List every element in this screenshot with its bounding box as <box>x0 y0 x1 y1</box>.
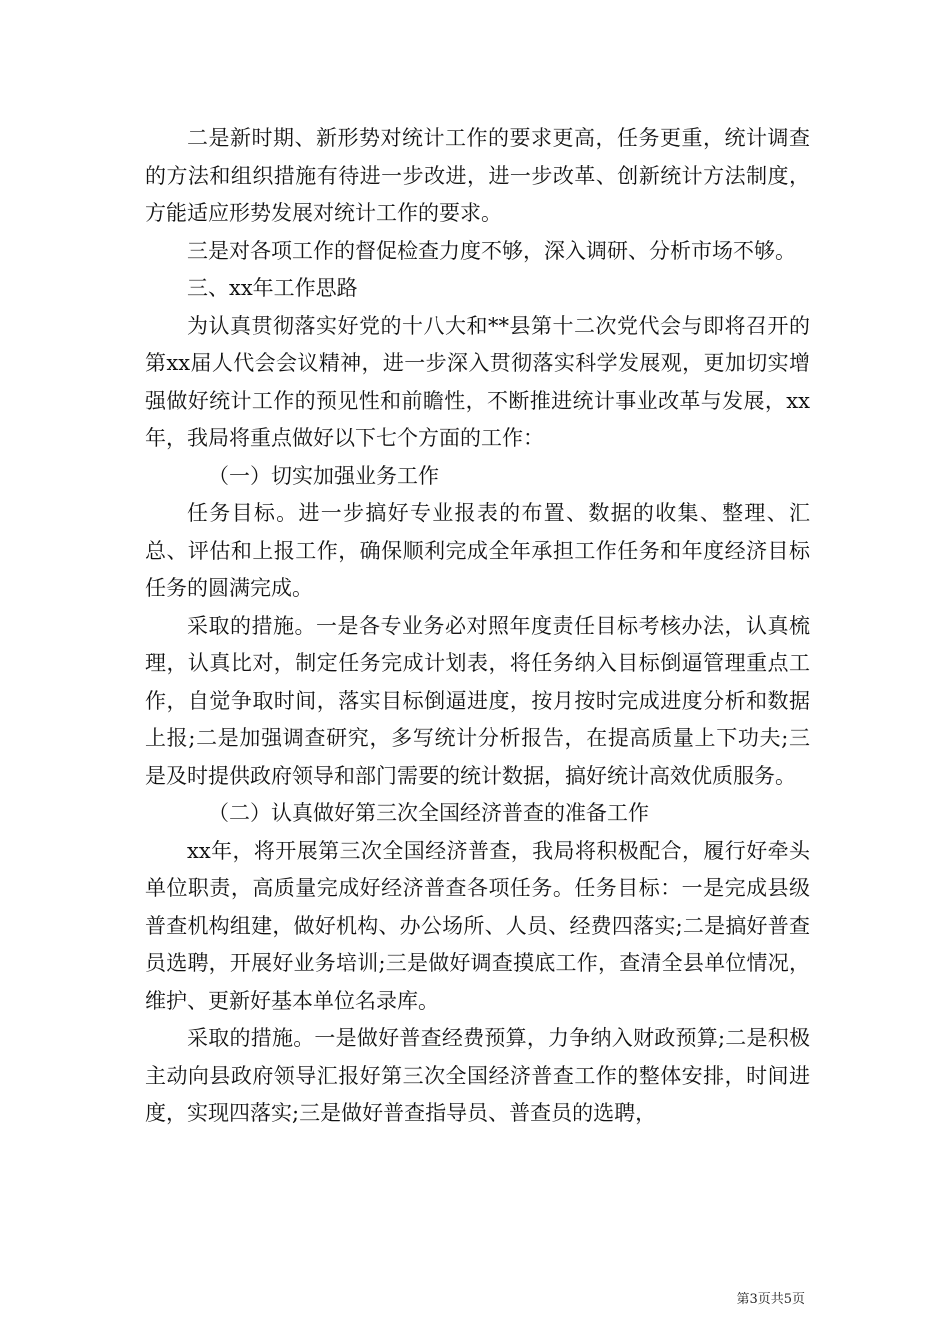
paragraph-census-goals: xx年，将开展第三次全国经济普查，我局将积极配合，履行好牵头单位职责，高质量完成好经济普查各项任务。任务目标：一是完成县级普查机构组建，做好机构、办公场所、人员、经费四落实;二是搞好普查员选聘，开展好业务培训;三是做好调查摸底工作，查清全县单位情况，维护、更新好基本单位名录库。 <box>145 838 810 1013</box>
paragraph-problem-two: 二是新时期、新形势对统计工作的要求更高，任务更重，统计调查的方法和组织措施有待进一步改进，进一步改革、创新统计方法制度，方能适应形势发展对统计工作的要求。 <box>145 126 810 225</box>
subheading-business-work: （一）切实加强业务工作 <box>208 463 439 488</box>
paragraph-work-plan-intro: 为认真贯彻落实好党的十八大和**县第十二次党代会与即将召开的第xx届人代会会议精神，进一步深入贯彻落实科学发展观，更加切实增强做好统计工作的预见性和前瞻性，不断推进统计事业改革与发展，xx年，我局将重点做好以下七个方面的工作： <box>145 313 810 450</box>
document-body <box>145 120 810 1133</box>
paragraph-problem-three: 三是对各项工作的督促检查力度不够，深入调研、分析市场不够。 <box>187 238 796 263</box>
paragraph-measures-one: 采取的措施。一是各专业务必对照年度责任目标考核办法，认真梳理，认真比对，制定任务完成计划表，将任务纳入目标倒逼管理重点工作，自觉争取时间，落实目标倒逼进度，按月按时完成进度分析和数据上报;二是加强调查研究，多写统计分析报告，在提高质量上下功夫;三是及时提供政府领导和部门需要的统计数据，搞好统计高效优质服务。 <box>145 613 810 788</box>
paragraph-task-goal-one: 任务目标。进一步搞好专业报表的布置、数据的收集、整理、汇总、评估和上报工作，确保顺利完成全年承担工作任务和年度经济目标任务的圆满完成。 <box>145 501 810 600</box>
section-heading-work-plan: 三、xx年工作思路 <box>187 276 358 300</box>
paragraph-census-measures: 采取的措施。一是做好普查经费预算，力争纳入财政预算;二是积极主动向县政府领导汇报好第三次全国经济普查工作的整体安排，时间进度，实现四落实;三是做好普查指导员、普查员的选聘， <box>145 1026 810 1125</box>
subheading-economic-census: （二）认真做好第三次全国经济普查的准备工作 <box>208 801 649 825</box>
page-number-footer: 第3页共5页 <box>736 1292 805 1307</box>
